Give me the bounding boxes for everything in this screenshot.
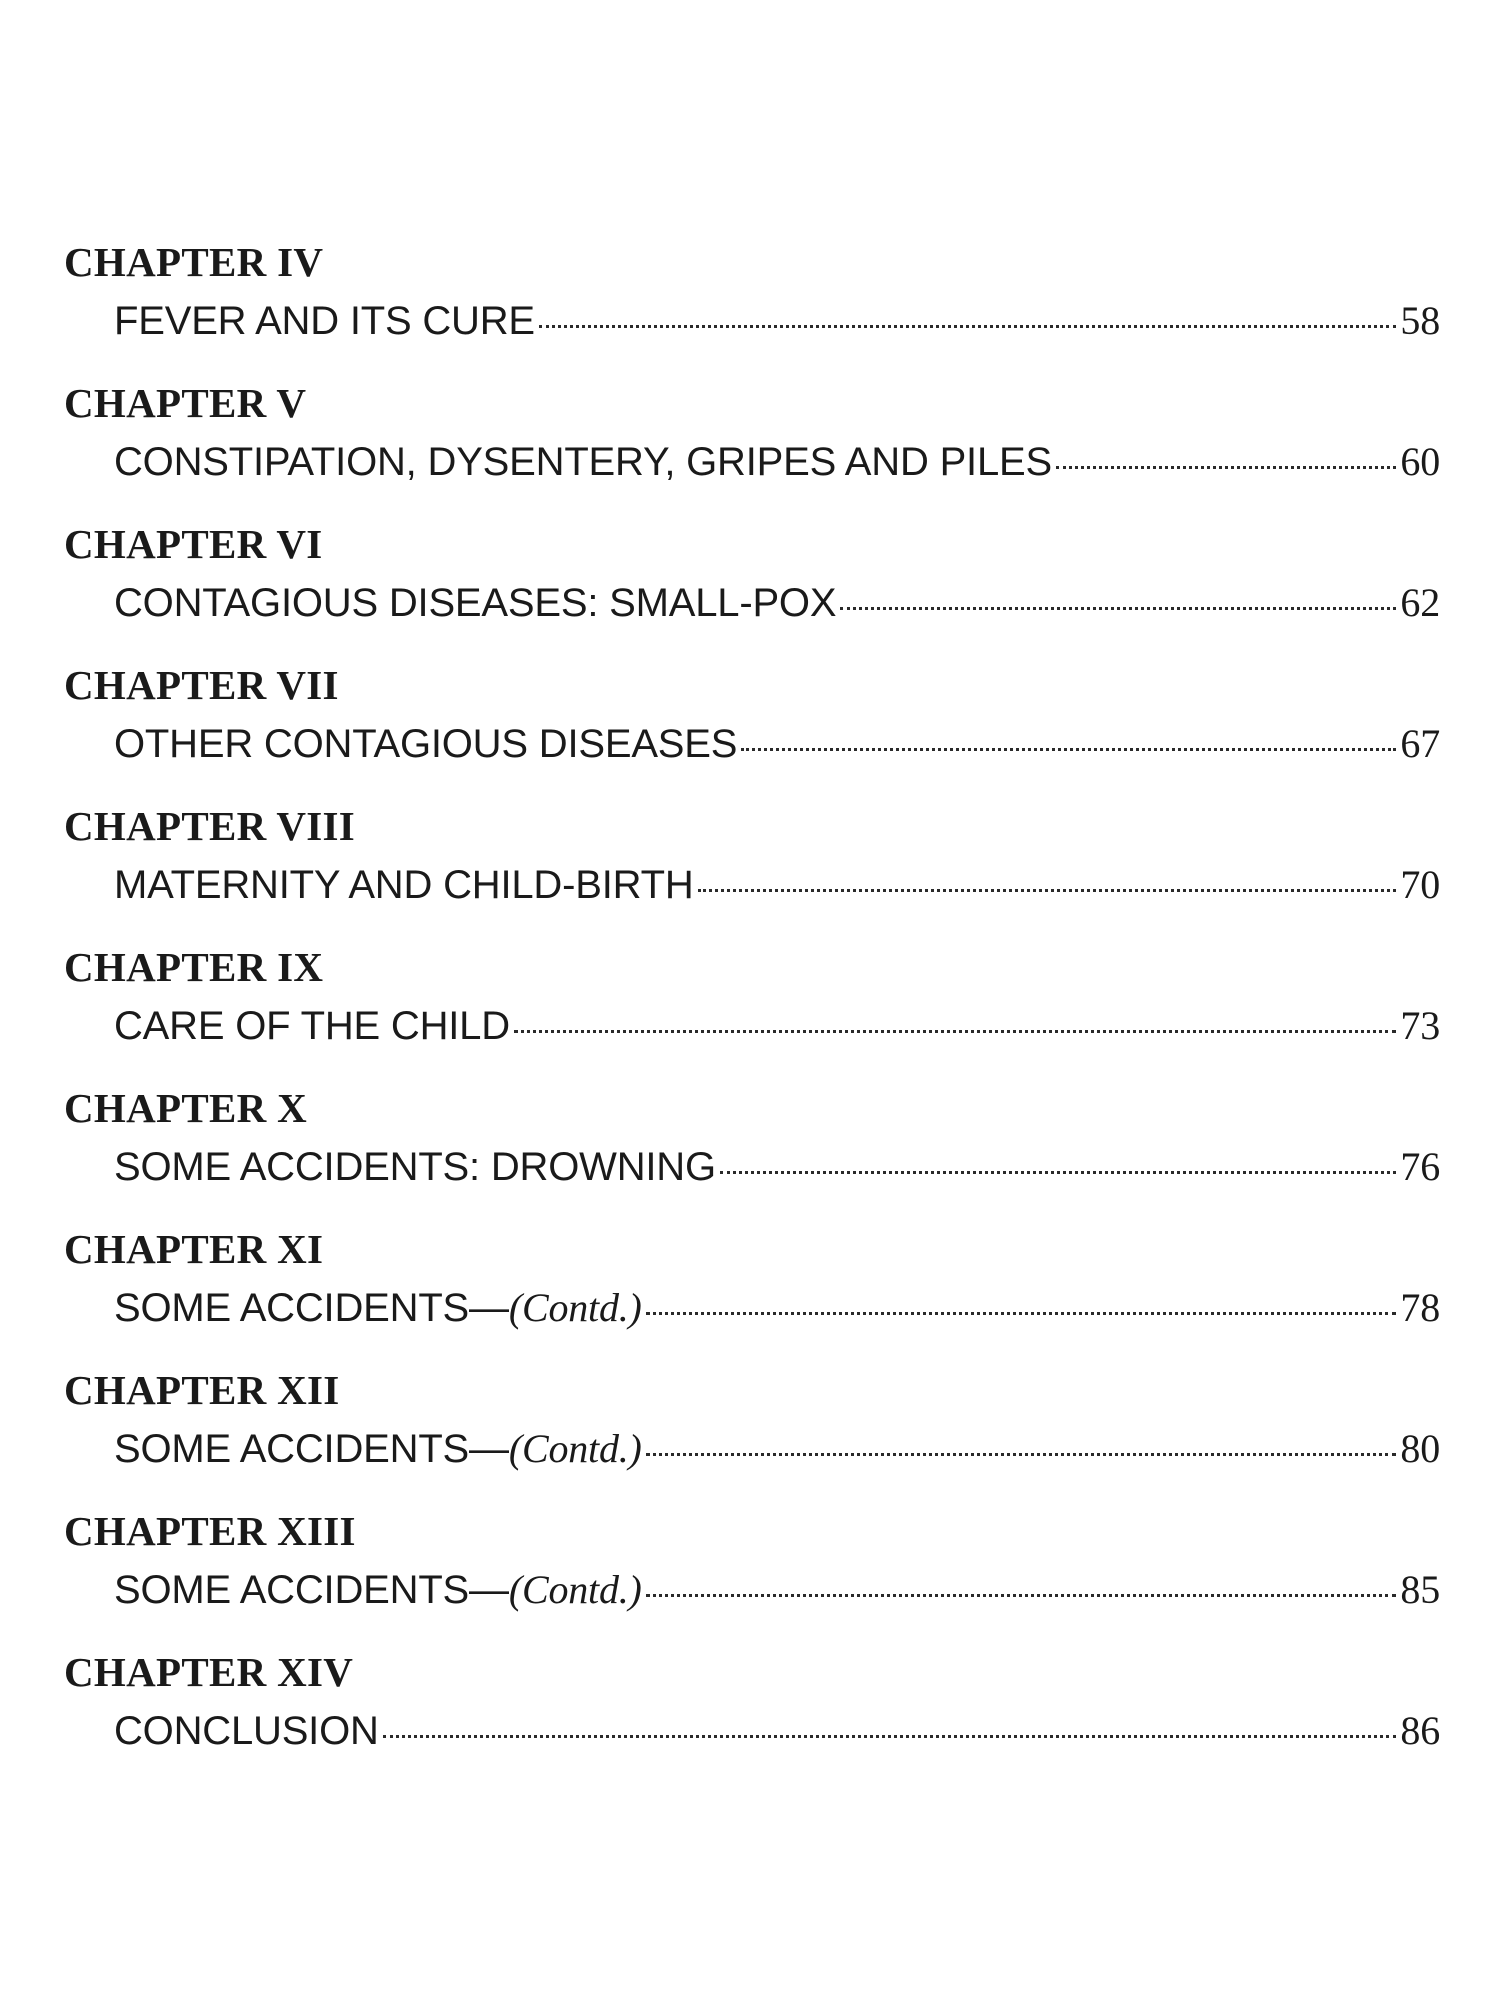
chapter-title bbox=[114, 1561, 642, 1619]
toc-entry bbox=[64, 937, 1440, 1078]
chapter-title bbox=[114, 1279, 642, 1337]
chapter-title-text: SOME ACCIDENTS— bbox=[114, 1427, 509, 1471]
page-number: 78 bbox=[1400, 1285, 1440, 1330]
chapter-title-text: OTHER CONTAGIOUS DISEASES bbox=[114, 722, 738, 766]
chapter-title-text: FEVER AND ITS CURE bbox=[114, 299, 535, 343]
toc-line bbox=[114, 715, 1440, 773]
chapter-title bbox=[114, 292, 535, 350]
toc-entry bbox=[64, 1219, 1440, 1360]
chapter-heading: CHAPTER VII bbox=[64, 662, 339, 708]
chapter-heading: CHAPTER XIV bbox=[64, 1649, 354, 1695]
chapter-title bbox=[114, 433, 1052, 491]
page-number: 85 bbox=[1400, 1567, 1440, 1612]
dot-leader bbox=[383, 1735, 1397, 1738]
dot-leader bbox=[514, 1030, 1396, 1033]
page-number: 60 bbox=[1400, 439, 1440, 484]
chapter-heading: CHAPTER VI bbox=[64, 521, 323, 567]
toc-entry bbox=[64, 1360, 1440, 1501]
chapter-title bbox=[114, 715, 737, 773]
chapter-title bbox=[114, 997, 510, 1055]
chapter-title bbox=[114, 1702, 379, 1760]
chapter-title bbox=[114, 574, 836, 632]
chapter-title-suffix: (Contd.) bbox=[508, 1567, 642, 1612]
toc-line bbox=[114, 574, 1440, 632]
toc-entry bbox=[64, 232, 1440, 373]
dot-leader bbox=[741, 748, 1396, 751]
page-number: 62 bbox=[1400, 580, 1440, 625]
toc-entry bbox=[64, 1078, 1440, 1219]
page-number: 73 bbox=[1400, 1003, 1440, 1048]
chapter-title-text: CONCLUSION bbox=[114, 1709, 379, 1753]
dot-leader bbox=[698, 889, 1397, 892]
chapter-title-text: CONTAGIOUS DISEASES: SMALL-POX bbox=[114, 581, 837, 625]
page-number: 86 bbox=[1400, 1708, 1440, 1753]
dot-leader bbox=[720, 1171, 1396, 1174]
page-number: 67 bbox=[1400, 721, 1440, 766]
page-number: 76 bbox=[1400, 1144, 1440, 1189]
toc-entry bbox=[64, 514, 1440, 655]
chapter-heading: CHAPTER XIII bbox=[64, 1508, 356, 1554]
toc-line bbox=[114, 1561, 1440, 1619]
toc-entry bbox=[64, 373, 1440, 514]
toc-line bbox=[114, 856, 1440, 914]
toc-line bbox=[114, 433, 1440, 491]
chapter-title-suffix: (Contd.) bbox=[508, 1285, 642, 1330]
toc-line bbox=[114, 997, 1440, 1055]
dot-leader bbox=[646, 1312, 1397, 1315]
chapter-heading: CHAPTER IX bbox=[64, 944, 324, 990]
toc-line bbox=[114, 1279, 1440, 1337]
page-number: 70 bbox=[1400, 862, 1440, 907]
chapter-title bbox=[114, 856, 694, 914]
dot-leader bbox=[1056, 466, 1396, 469]
toc-entry bbox=[64, 655, 1440, 796]
toc-entry bbox=[64, 1642, 1440, 1783]
dot-leader bbox=[646, 1453, 1397, 1456]
chapter-title bbox=[114, 1420, 642, 1478]
chapter-heading: CHAPTER XI bbox=[64, 1226, 324, 1272]
chapter-title-text: CONSTIPATION, DYSENTERY, GRIPES AND PILES bbox=[114, 440, 1052, 484]
toc-line bbox=[114, 1420, 1440, 1478]
table-of-contents bbox=[64, 232, 1440, 1783]
toc-line bbox=[114, 292, 1440, 350]
dot-leader bbox=[539, 325, 1396, 328]
toc-entry bbox=[64, 1501, 1440, 1642]
chapter-title-suffix: (Contd.) bbox=[508, 1426, 642, 1471]
chapter-title-text: SOME ACCIDENTS— bbox=[114, 1568, 509, 1612]
chapter-title-text: MATERNITY AND CHILD-BIRTH bbox=[114, 863, 694, 907]
dot-leader bbox=[646, 1594, 1397, 1597]
toc-line bbox=[114, 1702, 1440, 1760]
page-number: 58 bbox=[1400, 298, 1440, 343]
chapter-title bbox=[114, 1138, 716, 1196]
toc-entry bbox=[64, 796, 1440, 937]
chapter-heading: CHAPTER X bbox=[64, 1085, 308, 1131]
chapter-heading: CHAPTER V bbox=[64, 380, 307, 426]
chapter-title-text: SOME ACCIDENTS— bbox=[114, 1286, 509, 1330]
chapter-heading: CHAPTER XII bbox=[64, 1367, 340, 1413]
chapter-heading: CHAPTER IV bbox=[64, 239, 324, 285]
dot-leader bbox=[840, 607, 1396, 610]
chapter-title-text: SOME ACCIDENTS: DROWNING bbox=[114, 1145, 716, 1189]
chapter-heading: CHAPTER VIII bbox=[64, 803, 356, 849]
toc-line bbox=[114, 1138, 1440, 1196]
page-number: 80 bbox=[1400, 1426, 1440, 1471]
chapter-title-text: CARE OF THE CHILD bbox=[114, 1004, 510, 1048]
